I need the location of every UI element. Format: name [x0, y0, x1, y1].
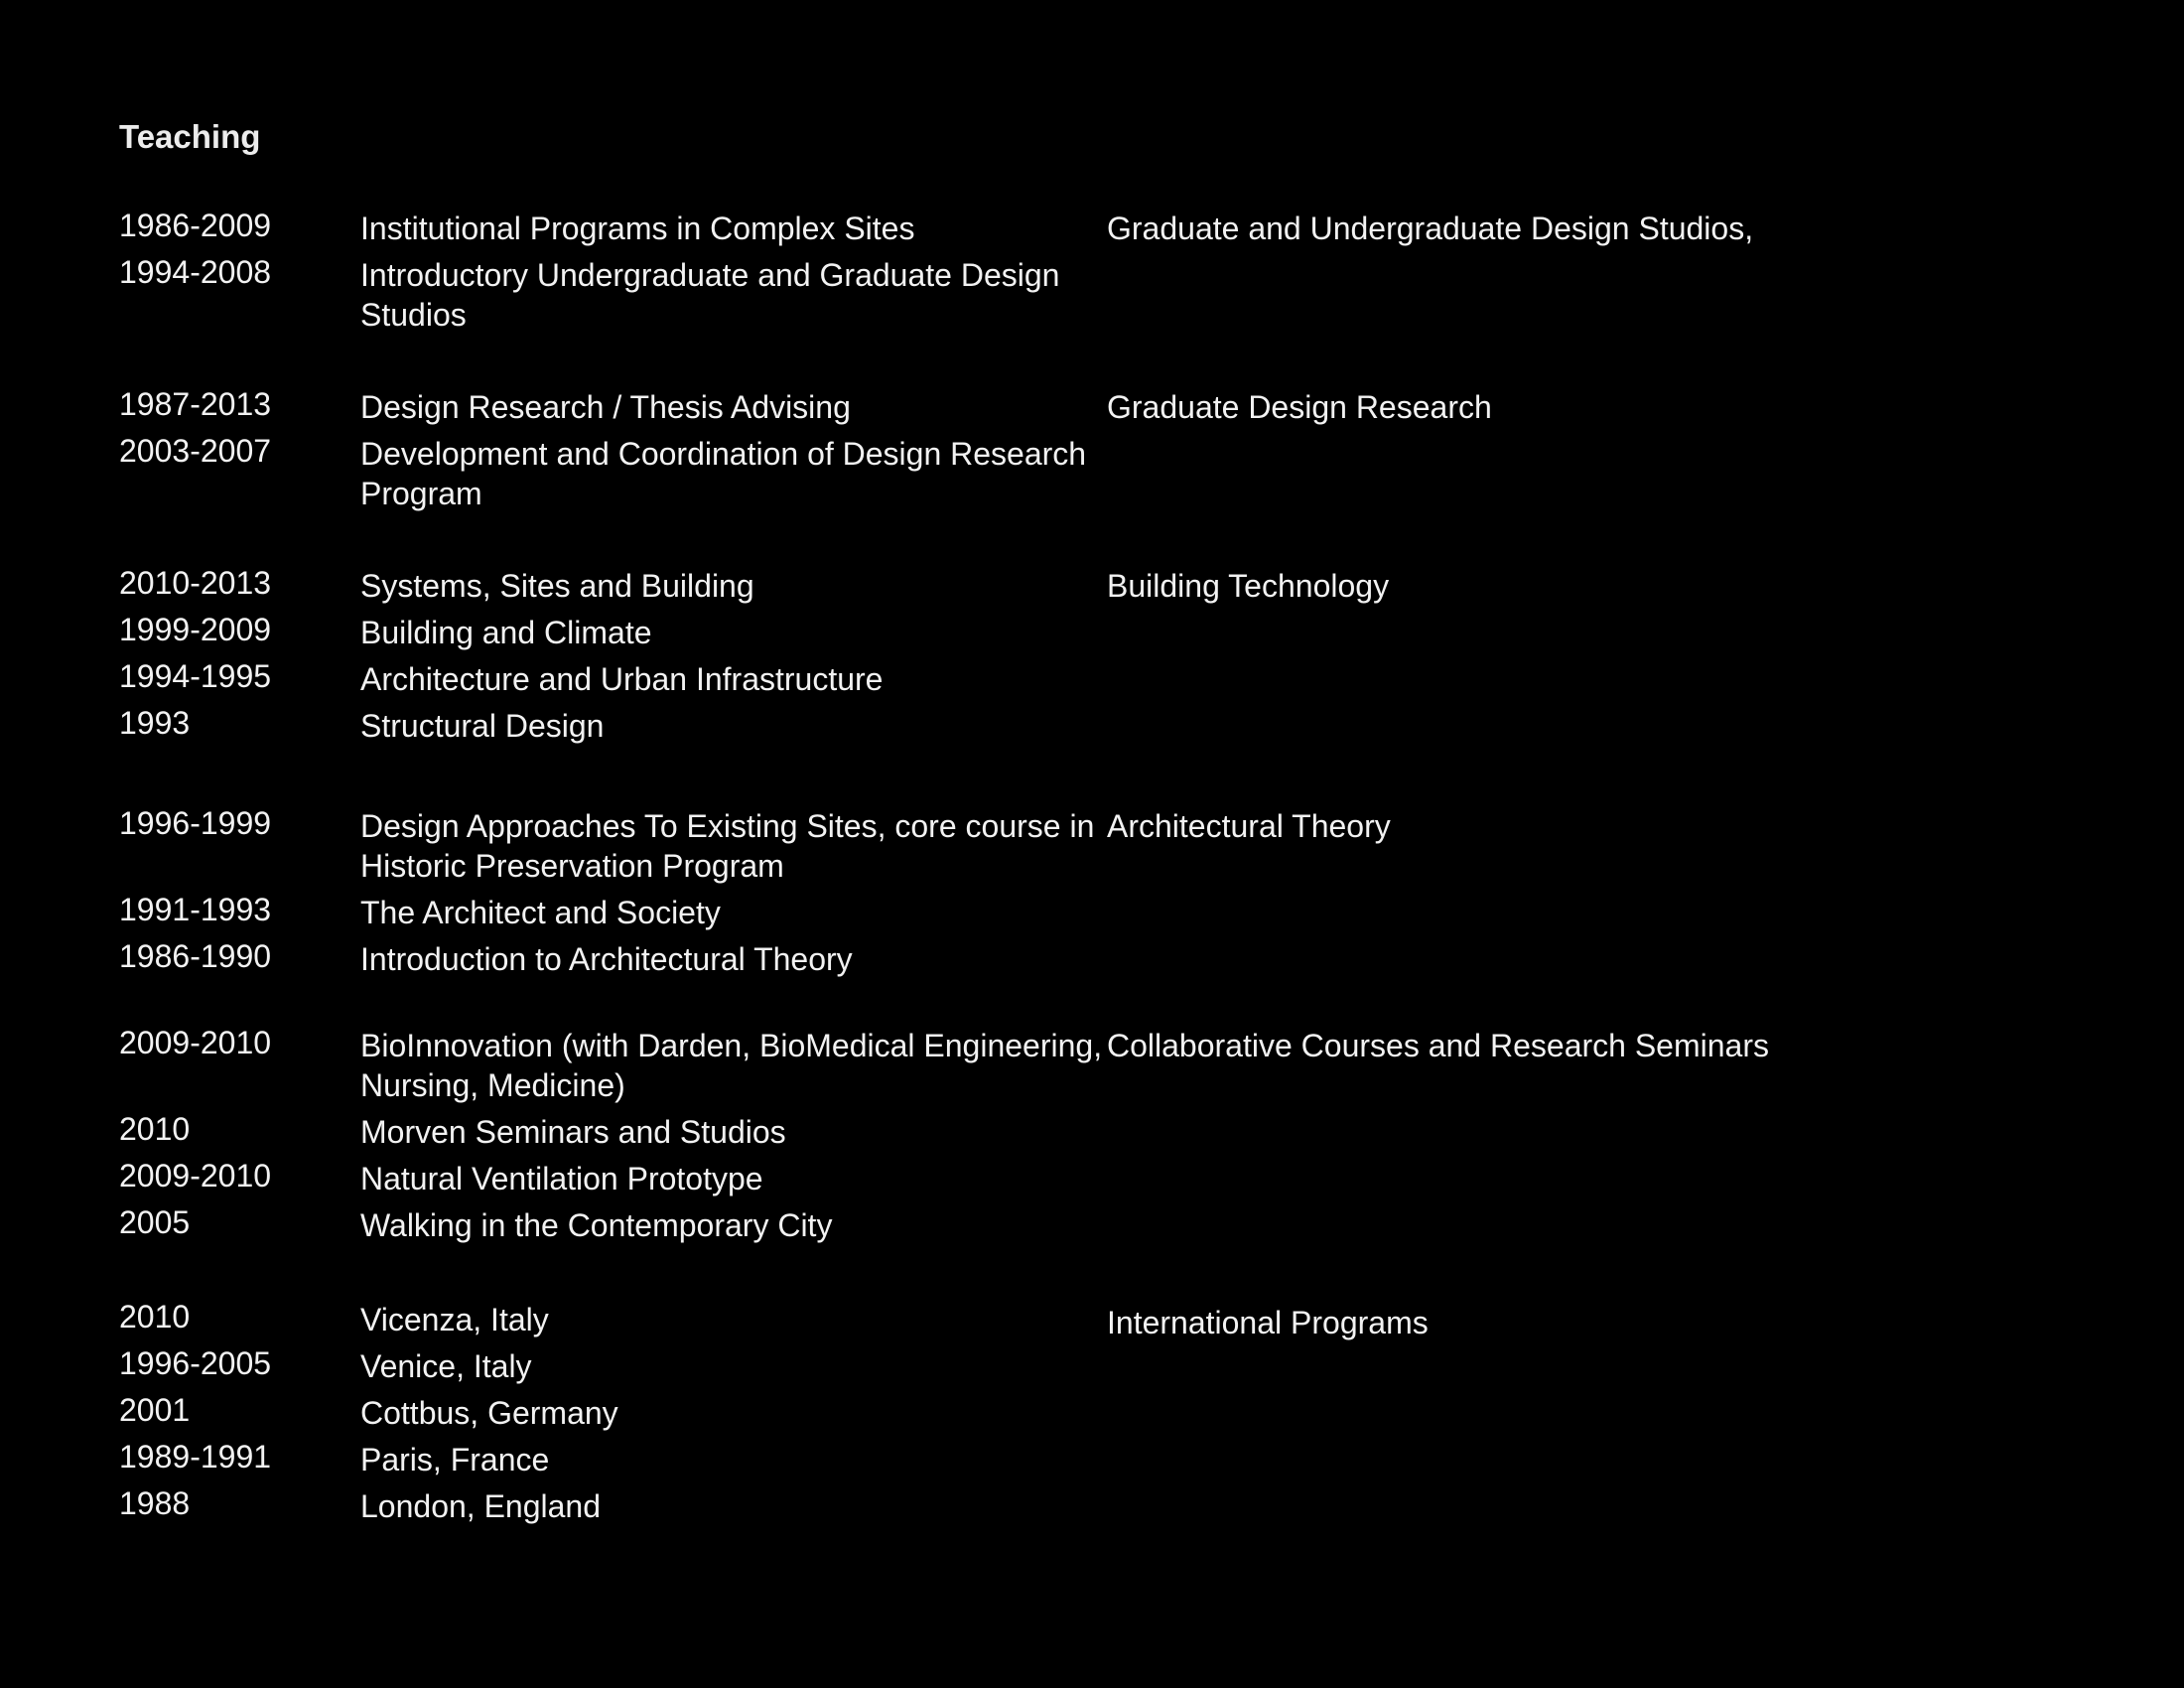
- teaching-row: [119, 1300, 2105, 1339]
- row-year: 1996-1999: [119, 805, 272, 841]
- row-course: Cottbus, Germany: [360, 1395, 618, 1431]
- row-course: Design Research / Thesis Advising: [360, 389, 851, 425]
- row-year: 1989-1991: [119, 1439, 272, 1475]
- teaching-row: [119, 1112, 2105, 1152]
- teaching-row: [119, 1159, 2105, 1198]
- row-course: Systems, Sites and Building: [360, 568, 754, 604]
- row-year: 2003-2007: [119, 433, 272, 469]
- teaching-row: [119, 706, 2105, 746]
- section-category: Graduate Design Research: [1107, 389, 1492, 425]
- row-year: 1986-1990: [119, 938, 272, 974]
- row-year: 2009-2010: [119, 1158, 272, 1194]
- section-category: Collaborative Courses and Research Seminars: [1107, 1028, 1769, 1063]
- section-category: Building Technology: [1107, 568, 1390, 604]
- teaching-section-design-research: [119, 387, 2105, 513]
- row-year: 2005: [119, 1204, 191, 1240]
- teaching-row: [119, 893, 2105, 932]
- row-course: Morven Seminars and Studios: [360, 1114, 786, 1150]
- teaching-row: [119, 387, 2105, 427]
- row-course: London, England: [360, 1488, 601, 1524]
- row-course: Building and Climate: [360, 615, 652, 650]
- teaching-section-design-studios: [119, 209, 2105, 335]
- row-year: 2001: [119, 1392, 191, 1428]
- teaching-row: [119, 434, 2105, 513]
- teaching-row: [119, 1393, 2105, 1433]
- row-course: Institutional Programs in Complex Sites: [360, 211, 915, 246]
- teaching-section-architectural-theory: [119, 806, 2105, 979]
- page-heading: Teaching: [119, 118, 261, 155]
- row-course: The Architect and Society: [360, 895, 721, 930]
- section-category: Architectural Theory: [1107, 808, 1391, 844]
- row-course: Walking in the Contemporary City: [360, 1207, 833, 1243]
- teaching-row: [119, 1486, 2105, 1526]
- row-course: Natural Ventilation Prototype: [360, 1161, 763, 1196]
- row-year: 1993: [119, 705, 191, 741]
- teaching-row: [119, 1346, 2105, 1386]
- row-course: Introduction to Architectural Theory: [360, 941, 853, 977]
- row-course: Venice, Italy: [360, 1348, 532, 1384]
- row-year: 1986-2009: [119, 208, 272, 243]
- row-year: 1987-2013: [119, 386, 272, 422]
- row-year: 2010-2013: [119, 565, 272, 601]
- section-category: International Programs: [1107, 1305, 1429, 1340]
- row-course: Structural Design: [360, 708, 605, 744]
- teaching-section-collaborative-courses: [119, 1026, 2105, 1245]
- row-year: 2010: [119, 1299, 191, 1335]
- row-year: 1996-2005: [119, 1345, 272, 1381]
- teaching-row: [119, 659, 2105, 699]
- row-course: Paris, France: [360, 1442, 550, 1477]
- row-year: 1994-2008: [119, 254, 272, 290]
- teaching-row: [119, 255, 2105, 335]
- row-year: 1988: [119, 1485, 191, 1521]
- row-year: 1991-1993: [119, 892, 272, 927]
- row-course: Development and Coordination of Design Research Program: [360, 436, 1087, 511]
- section-category: Graduate and Undergraduate Design Studios,: [1107, 211, 1754, 246]
- row-course: Vicenza, Italy: [360, 1302, 549, 1337]
- row-year: 1999-2009: [119, 612, 272, 647]
- teaching-row: [119, 806, 2105, 886]
- row-year: 2010: [119, 1111, 191, 1147]
- teaching-row: [119, 613, 2105, 652]
- teaching-row: [119, 1440, 2105, 1479]
- row-course: BioInnovation (with Darden, BioMedical Engineering, Nursing, Medicine): [360, 1028, 1103, 1103]
- teaching-row: [119, 939, 2105, 979]
- row-course: Architecture and Urban Infrastructure: [360, 661, 884, 697]
- row-year: 1994-1995: [119, 658, 272, 694]
- row-course: Introductory Undergraduate and Graduate Design Studios: [360, 257, 1060, 333]
- row-course: Design Approaches To Existing Sites, core course in Historic Preservation Program: [360, 808, 1095, 884]
- row-year: 2009-2010: [119, 1025, 272, 1060]
- teaching-section-international-programs: [119, 1300, 2105, 1526]
- teaching-row: [119, 566, 2105, 606]
- teaching-row: [119, 209, 2105, 248]
- teaching-section-building-technology: [119, 566, 2105, 746]
- teaching-row: [119, 1205, 2105, 1245]
- teaching-row: [119, 1026, 2105, 1105]
